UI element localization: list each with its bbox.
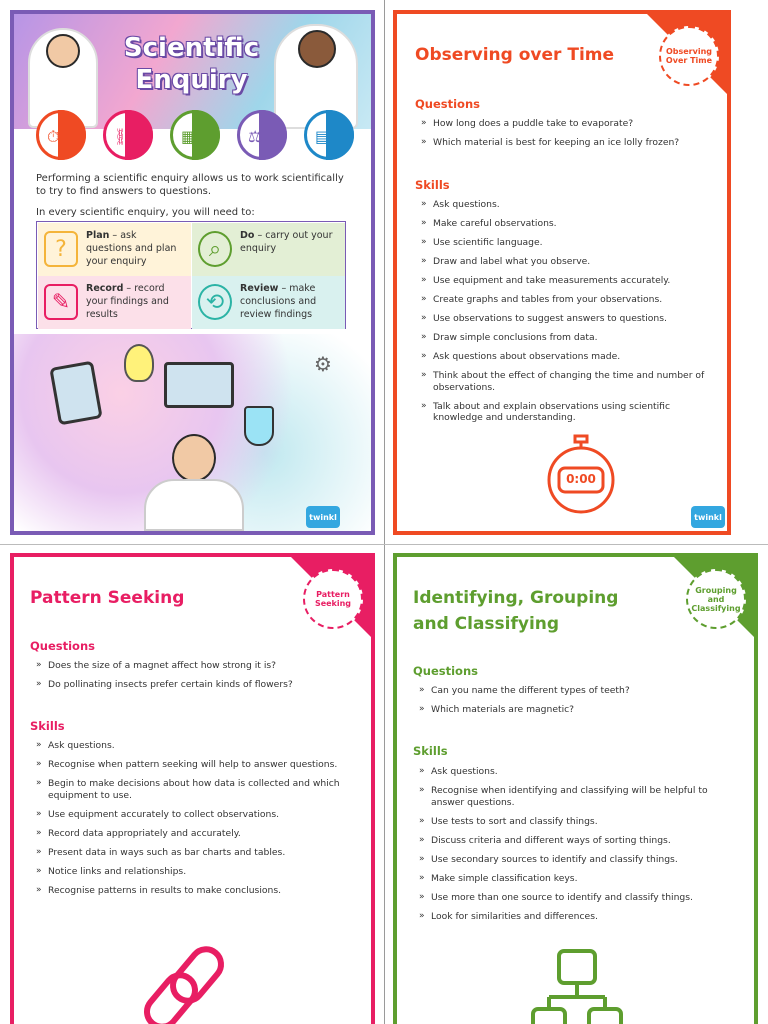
chain-link-icon (132, 942, 242, 1024)
list-item: » Ask questions. (417, 766, 737, 778)
skills-list (34, 740, 354, 904)
lightbulb-icon (124, 344, 154, 382)
list-item: » Use equipment accurately to collect observations. (34, 809, 354, 821)
scientific-enquiry-card (10, 10, 375, 535)
magnifier-icon: ⌕ (198, 231, 232, 267)
list-item: » Can you name the different types of teeth? (417, 685, 737, 697)
list-item: » Notice links and relationships. (34, 866, 354, 878)
horizontal-divider (0, 544, 768, 545)
flask-icon (244, 406, 274, 446)
list-item: » Use equipment and take measurements accurately. (419, 275, 719, 287)
list-item: » Use tests to sort and classify things. (417, 816, 737, 828)
list-item: » Ask questions. (419, 199, 719, 211)
step-record: ✎ Record – record your findings and results (38, 276, 191, 329)
list-item: » Recognise when pattern seeking will help to answer questions. (34, 759, 354, 771)
questions-heading: Questions (30, 639, 95, 653)
pattern-seeking-card (10, 553, 375, 1024)
timer-readout: 0:00 (566, 472, 596, 486)
list-item: » Which materials are magnetic? (417, 704, 737, 716)
skills-heading: Skills (30, 719, 65, 733)
clipboard-question-icon: ? (44, 231, 78, 267)
chain-link-icon: ⛓ (103, 110, 153, 160)
laptop-icon (164, 362, 234, 408)
scientist-coat (144, 479, 244, 531)
list-item: » Make simple classification keys. (417, 873, 737, 885)
list-item: » Talk about and explain observations using scientific knowledge and understanding. (419, 401, 719, 424)
questions-list (419, 118, 719, 156)
list-item: » Begin to make decisions about how data is collected and which equipment to use. (34, 778, 354, 801)
list-item: » Use more than one source to identify and classify things. (417, 892, 737, 904)
twinkl-logo: twinkl (691, 506, 725, 528)
observing-badge (659, 26, 719, 86)
badge-label: Pattern Seeking (314, 590, 352, 608)
list-item: » Recognise when identifying and classifying will be helpful to answer questions. (417, 785, 737, 808)
step-plan: ? Plan – ask questions and plan your enquiry (38, 223, 191, 276)
list-item: » Use observations to suggest answers to questions. (419, 313, 719, 325)
skills-heading: Skills (415, 178, 450, 192)
list-item: » Make careful observations. (419, 218, 719, 230)
questions-list (34, 660, 354, 698)
list-item: » How long does a puddle take to evaporate? (419, 118, 719, 130)
skills-list (419, 199, 719, 431)
list-item: » Use secondary sources to identify and classify things. (417, 854, 737, 866)
list-item: » Present data in ways such as bar charts and tables. (34, 847, 354, 859)
vertical-divider (384, 0, 385, 1024)
identifying-grouping-card (393, 553, 758, 1024)
twinkl-logo: twinkl (306, 506, 340, 528)
cycle-arrows-icon: ⟲ (198, 284, 232, 320)
notebook-pencil-icon: ✎ (44, 284, 78, 320)
questions-list (417, 685, 737, 723)
skills-heading: Skills (413, 744, 448, 758)
step-review: ⟲ Review – make conclusions and review findings (192, 276, 345, 329)
list-item: » Ask questions. (34, 740, 354, 752)
pattern-badge (303, 569, 363, 629)
badge-label: Grouping and Classifying (691, 585, 741, 613)
scientist-illustration-area (14, 334, 371, 531)
card-title-line2: and Classifying (413, 614, 560, 634)
enquiry-steps-grid (36, 221, 346, 329)
tablet-icon (49, 361, 102, 426)
step-do: ⌕ Do – carry out your enquiry (192, 223, 345, 276)
classification-tree-icon (527, 947, 627, 1024)
badge-label: Observing Over Time (665, 47, 713, 65)
list-item: » Which material is best for keeping an ice lolly frozen? (419, 137, 719, 149)
observing-over-time-card (393, 10, 731, 535)
list-item: » Recognise patterns in results to make conclusions. (34, 885, 354, 897)
classification-icon: ▦ (170, 110, 220, 160)
balance-scale-icon: ⚖ (237, 110, 287, 160)
list-item: » Use scientific language. (419, 237, 719, 249)
list-item: » Draw simple conclusions from data. (419, 332, 719, 344)
list-item: » Create graphs and tables from your observations. (419, 294, 719, 306)
intro-text: Performing a scientific enquiry allows us to work scientifically to try to find answers to questions. (36, 173, 344, 197)
list-item: » Record data appropriately and accurately. (34, 828, 354, 840)
scientist-head (172, 434, 216, 482)
questions-heading: Questions (415, 97, 480, 111)
list-item: » Look for similarities and differences. (417, 911, 737, 923)
page-title: Scientific Enquiry (123, 33, 260, 95)
list-item: » Think about the effect of changing the time and number of observations. (419, 370, 719, 393)
gear-icon: ⚙ (314, 352, 332, 376)
card-title: Pattern Seeking (30, 588, 185, 608)
card-title-line1: Identifying, Grouping (413, 588, 619, 608)
book-icon: ▤ (304, 110, 354, 160)
grouping-badge (686, 569, 746, 629)
questions-heading: Questions (413, 664, 478, 678)
list-item: » Does the size of a magnet affect how strong it is? (34, 660, 354, 672)
list-item: » Draw and label what you observe. (419, 256, 719, 268)
card-title (413, 585, 618, 637)
list-item: » Do pollinating insects prefer certain kinds of flowers? (34, 679, 354, 691)
need-text: In every scientific enquiry, you will need to: (36, 207, 255, 218)
stopwatch-icon: ⏱ (36, 110, 86, 160)
list-item: » Discuss criteria and different ways of sorting things. (417, 835, 737, 847)
enquiry-type-icons (36, 110, 356, 162)
card-title: Observing over Time (415, 45, 615, 65)
skills-list (417, 766, 737, 930)
list-item: » Ask questions about observations made. (419, 351, 719, 363)
